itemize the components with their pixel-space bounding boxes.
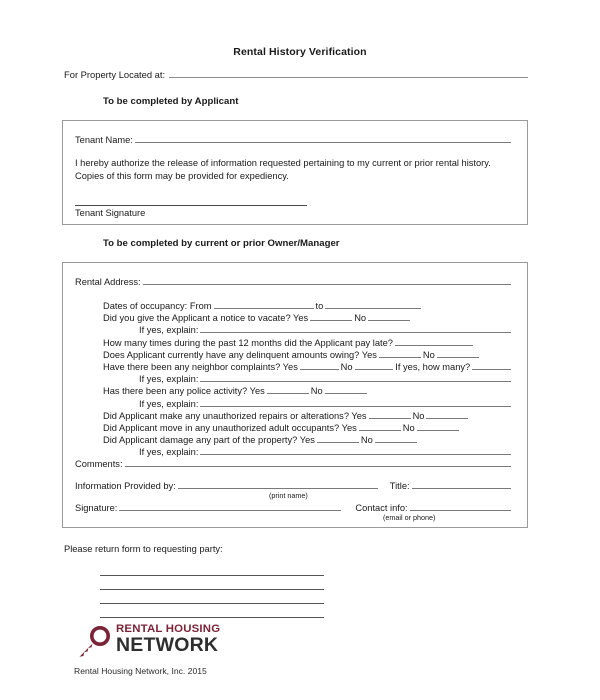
information-provided-by-label: Information Provided by: xyxy=(75,481,176,491)
authorization-paragraph: I hereby authorize the release of information requested pertaining to my current or prior rental history. Copies of this form may be provided for expediency. xyxy=(75,158,491,182)
tenant-name-label: Tenant Name: xyxy=(75,135,133,145)
question-label: Did Applicant damage any part of the property? Yes xyxy=(103,435,315,446)
blank-input[interactable] xyxy=(472,360,511,370)
information-provided-by-field xyxy=(75,479,513,491)
blank-input[interactable] xyxy=(310,311,352,321)
question-midlabel: No xyxy=(360,435,373,446)
rental-address-input[interactable] xyxy=(143,275,511,285)
question-label: Did Applicant move in any unauthorized adult occupants? Yes xyxy=(103,422,357,433)
blank-input[interactable] xyxy=(200,445,511,455)
comments-field xyxy=(75,457,513,469)
question-label: Dates of occupancy: From xyxy=(103,301,212,311)
property-located-input[interactable] xyxy=(169,68,528,78)
applicant-section-heading: To be completed by Applicant xyxy=(103,96,239,107)
blank-input[interactable] xyxy=(200,372,511,382)
question-police-activity xyxy=(103,384,513,396)
logo-wordmark xyxy=(116,624,220,656)
question-notice-explain xyxy=(103,323,513,335)
blank-input[interactable] xyxy=(379,348,421,358)
return-address-line[interactable] xyxy=(100,604,324,618)
property-located-field xyxy=(64,68,528,80)
question-label: Did Applicant make any unauthorized repairs or alterations? Yes xyxy=(103,410,367,421)
blank-input[interactable] xyxy=(426,409,468,419)
tenant-signature-input[interactable] xyxy=(75,205,307,206)
question-label: Have there been any neighbor complaints? Yes xyxy=(103,361,298,372)
owner-signature-label: Signature: xyxy=(75,503,118,513)
information-provided-by-input[interactable] xyxy=(178,479,378,489)
blank-input[interactable] xyxy=(214,299,314,309)
rental-address-label: Rental Address: xyxy=(75,277,141,287)
title-label: Title: xyxy=(389,481,410,491)
applicant-section-box xyxy=(62,120,528,225)
question-notice-to-vacate xyxy=(103,311,513,323)
question-times-paid-late xyxy=(103,336,513,348)
question-unauthorized-occupants xyxy=(103,421,513,433)
contact-info-label: Contact info: xyxy=(355,503,408,513)
question-unauthorized-repairs xyxy=(103,409,513,421)
blank-input[interactable] xyxy=(437,348,479,358)
title-input[interactable] xyxy=(412,479,511,489)
blank-input[interactable] xyxy=(395,336,473,346)
question-label: If yes, explain: xyxy=(139,398,199,409)
question-midlabel: No xyxy=(354,313,367,324)
return-address-line[interactable] xyxy=(100,562,324,576)
blank-input[interactable] xyxy=(359,421,401,431)
owner-signature-input[interactable] xyxy=(119,501,341,511)
question-list xyxy=(103,299,513,457)
question-label: Does Applicant currently have any delinquent amounts owing? Yes xyxy=(103,349,377,360)
blank-input[interactable] xyxy=(368,311,410,321)
page-title: Rental History Verification xyxy=(233,46,367,58)
tenant-name-input[interactable] xyxy=(135,133,511,143)
question-police-explain xyxy=(103,397,513,409)
question-damage-explain xyxy=(103,445,513,457)
blank-input[interactable] xyxy=(200,323,511,333)
rental-address-field xyxy=(75,275,513,287)
question-label: If yes, explain: xyxy=(139,374,199,385)
tenant-signature-label: Tenant Signature xyxy=(75,208,146,218)
print-name-hint: (print name) xyxy=(269,491,308,500)
blank-input[interactable] xyxy=(200,397,511,407)
blank-input[interactable] xyxy=(355,360,394,370)
blank-input[interactable] xyxy=(317,433,359,443)
question-delinquent-amounts xyxy=(103,348,513,360)
blank-input[interactable] xyxy=(325,384,367,394)
blank-input[interactable] xyxy=(325,299,421,309)
contact-info-input[interactable] xyxy=(410,501,511,511)
return-address-line[interactable] xyxy=(100,576,324,590)
rental-housing-network-logo xyxy=(76,624,276,662)
question-midlabel: No xyxy=(422,349,435,360)
question-neighbor-explain xyxy=(103,372,513,384)
return-address-lines xyxy=(100,562,324,618)
blank-input[interactable] xyxy=(417,421,459,431)
owner-section-box xyxy=(62,262,528,528)
question-label: Did you give the Applicant a notice to vacate? Yes xyxy=(103,313,309,324)
question-midlabel: No xyxy=(402,422,415,433)
owner-section-heading: To be completed by current or prior Owner/Manager xyxy=(103,238,340,249)
question-label: How many times during the past 12 months did the Applicant pay late? xyxy=(103,337,393,348)
tenant-name-field xyxy=(75,133,513,145)
blank-input[interactable] xyxy=(300,360,339,370)
question-dates-of-occupancy xyxy=(103,299,513,311)
question-midlabel: No xyxy=(412,410,425,421)
comments-label: Comments: xyxy=(75,459,123,469)
contact-hint: (email or phone) xyxy=(383,513,436,522)
question-neighbor-complaints xyxy=(103,360,513,372)
question-midlabel: No xyxy=(340,361,353,372)
return-instructions-label: Please return form to requesting party: xyxy=(64,544,223,554)
comments-input[interactable] xyxy=(125,457,511,467)
question-midlabel: to xyxy=(315,301,324,311)
question-postlabel: If yes, how many? xyxy=(395,361,471,372)
logo-bottom-text: NETWORK xyxy=(116,634,219,657)
question-property-damage xyxy=(103,433,513,445)
question-label: Has there been any police activity? Yes xyxy=(103,386,265,397)
property-located-label: For Property Located at: xyxy=(64,69,166,80)
blank-input[interactable] xyxy=(375,433,417,443)
question-label: If yes, explain: xyxy=(139,447,199,458)
question-midlabel: No xyxy=(310,386,323,397)
key-icon xyxy=(76,625,116,661)
return-address-line[interactable] xyxy=(100,590,324,604)
copyright-text: Rental Housing Network, Inc. 2015 xyxy=(74,666,207,676)
blank-input[interactable] xyxy=(369,409,411,419)
question-label: If yes, explain: xyxy=(139,325,199,336)
owner-signature-field xyxy=(75,501,513,513)
logo-top-text: RENTAL HOUSING xyxy=(116,623,221,635)
blank-input[interactable] xyxy=(267,384,309,394)
